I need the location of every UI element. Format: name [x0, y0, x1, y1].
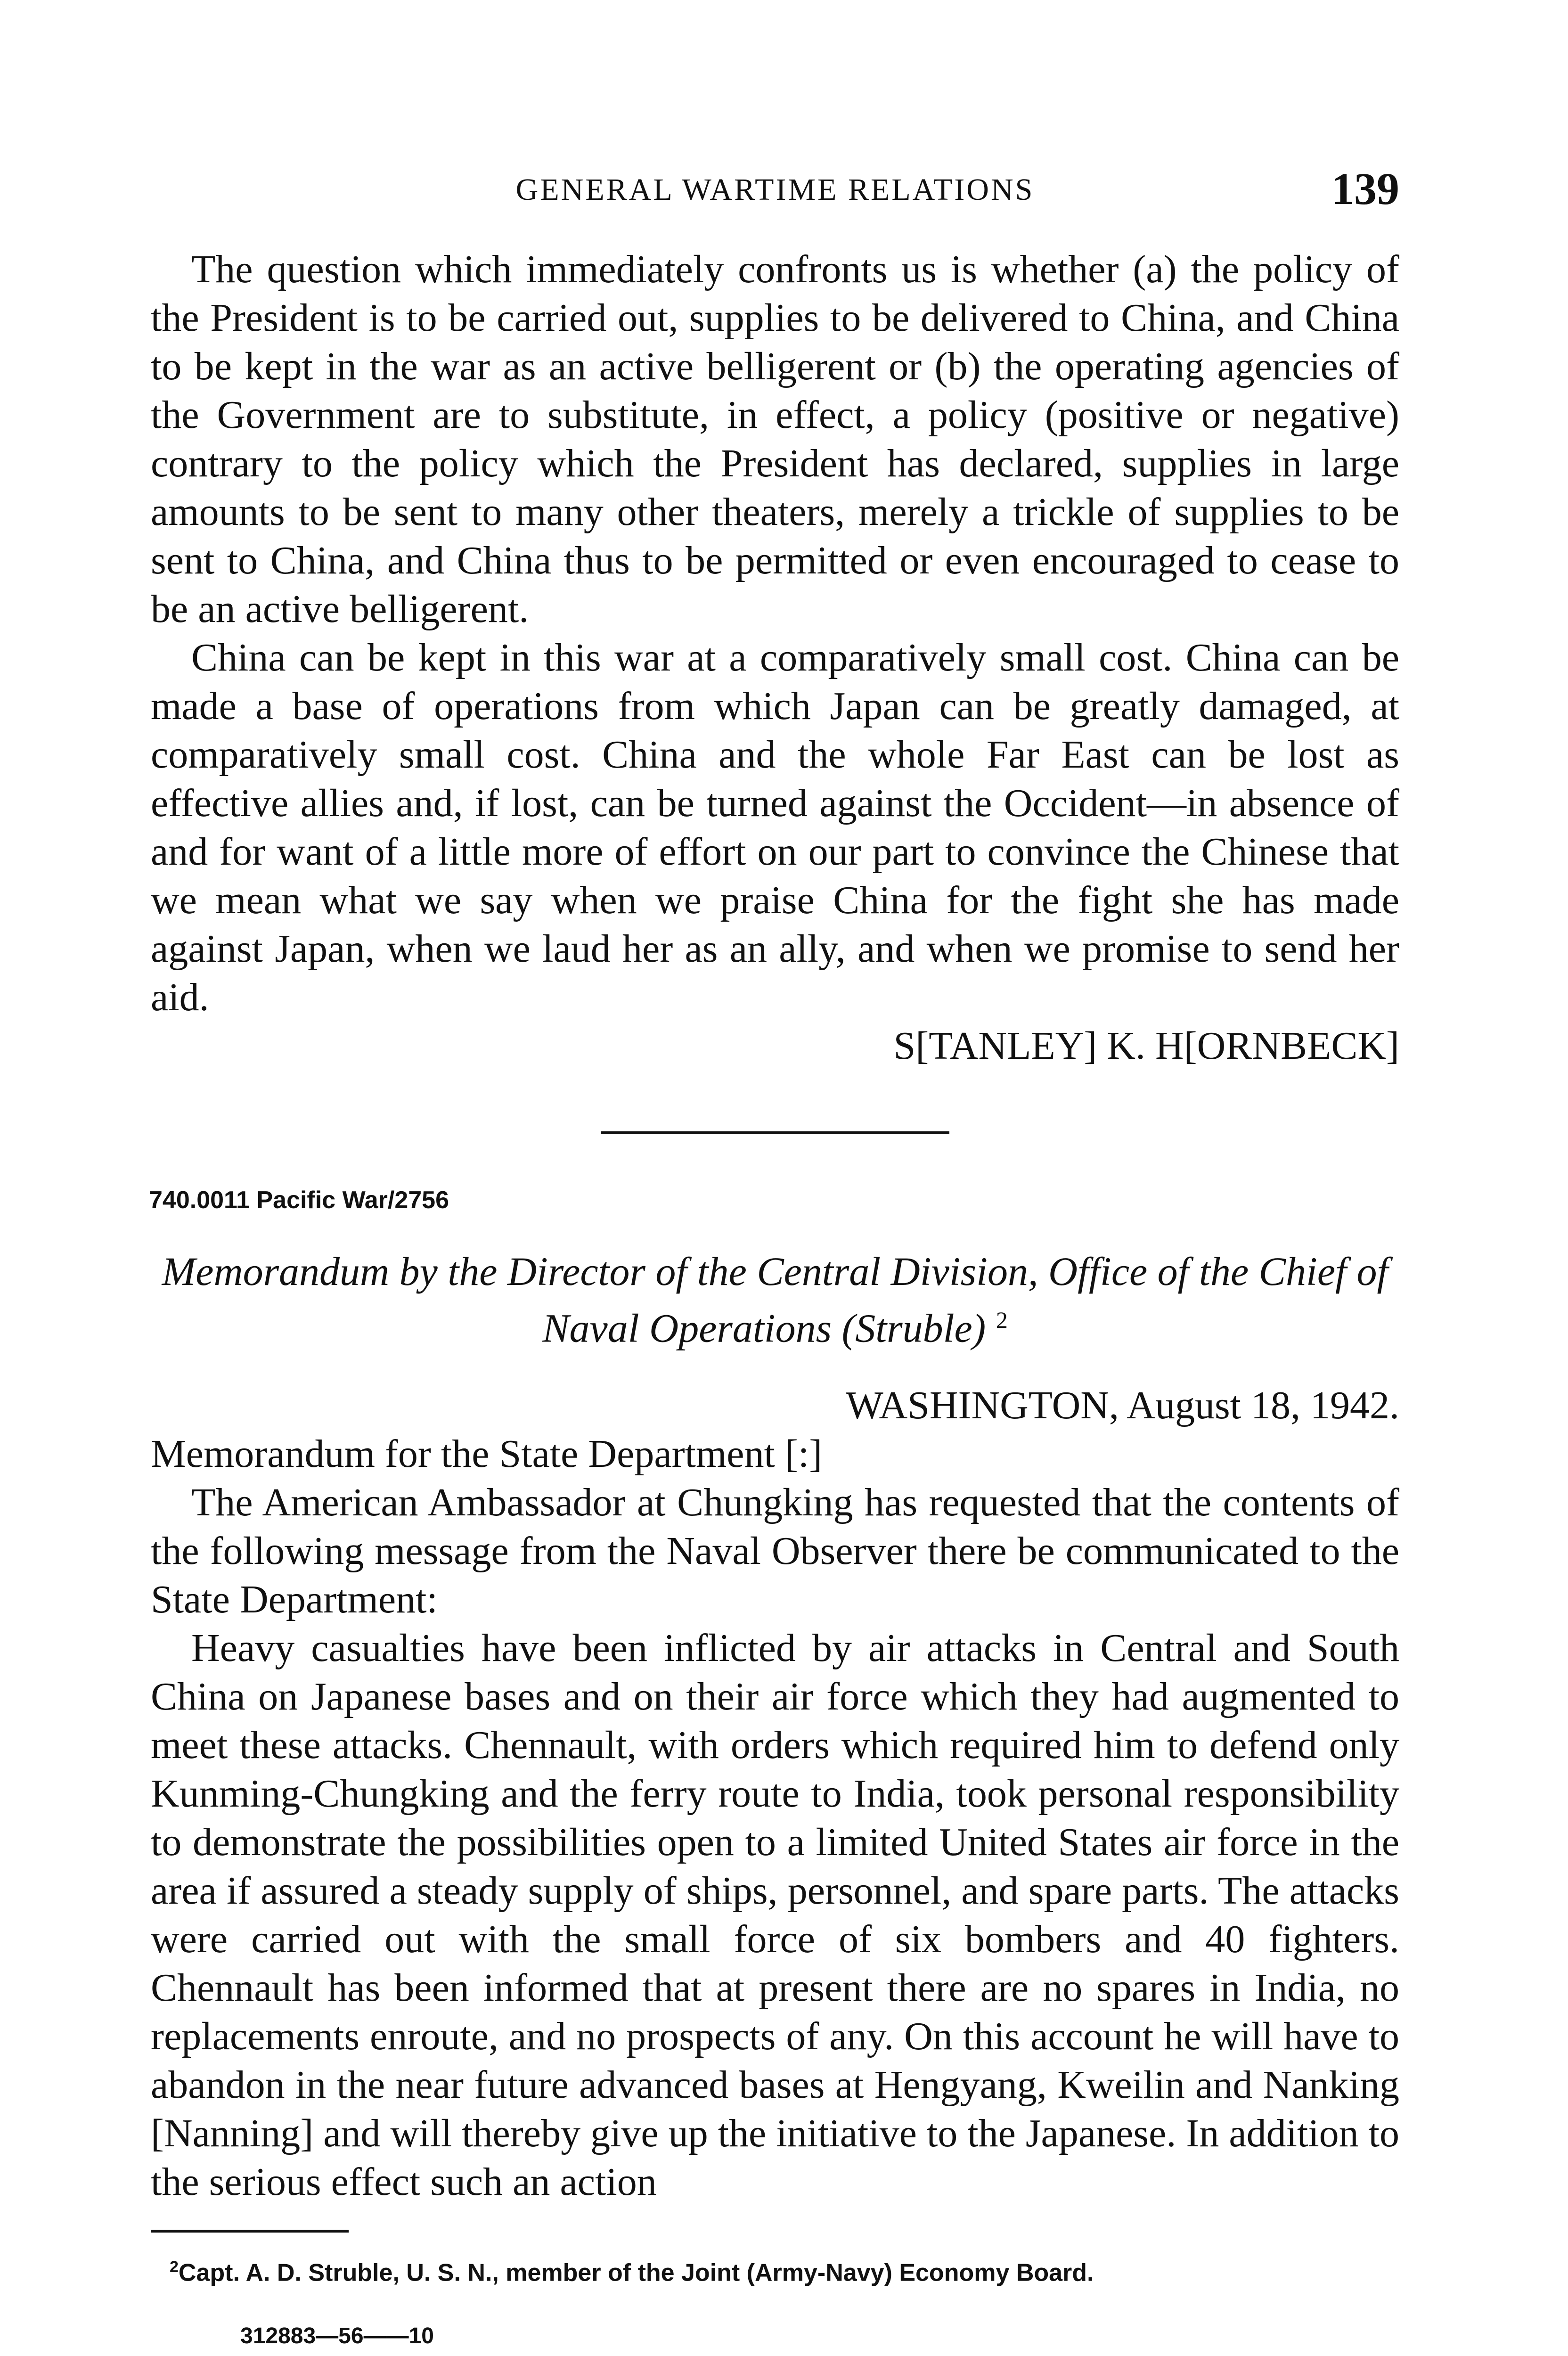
print-mark: 312883—56——10	[240, 2323, 434, 2348]
signature-part: [TANLEY]	[915, 1024, 1097, 1068]
memo-paragraph: The American Ambassador at Chungking has requested that the contents of the following message from the Naval Observer there be communicated to the State Department:	[151, 1480, 1399, 1621]
memo-title	[151, 1247, 1399, 1353]
dateline-date: August 18, 1942.	[1119, 1383, 1399, 1427]
footnote-reference: 2	[996, 1307, 1008, 1333]
footnote-marker: 2	[170, 2258, 179, 2276]
dateline-city: WASHINGTON,	[846, 1383, 1119, 1427]
dateline	[151, 1381, 1399, 1430]
memo-addressee: Memorandum for the State Department [:]	[151, 1432, 823, 1476]
page-number: 139	[1331, 164, 1399, 214]
signature-part: [ORNBECK]	[1184, 1024, 1399, 1068]
footnote	[151, 2251, 1399, 2288]
section-divider	[601, 1131, 949, 1134]
signature-part: K. H	[1097, 1024, 1184, 1068]
memo-paragraph: Heavy casualties have been inflicted by air attacks in Central and South China on Japanese bases and on their air force which they had augmented to meet these attacks. Chennault, with orders which required him to defend only Kunming-Chungking and the ferry route to India, took personal responsibility to demonstrate the possibilities open to a limited United States air force in the area if assured a steady supply of ships, personnel, and spare parts. The attacks were carried out with the small force of six bombers and 40 fighters. Chennault has been informed that at present there are no spares in India, no replacements enroute, and no prospects of any. On this account he will have to abandon in the near future advanced bases at Hengyang, Kweilin and Nanking [Nanning] and will thereby give up the initiative to the Japanese. In addition to the serious effect such an action	[151, 1626, 1399, 2204]
body-paragraph: China can be kept in this war at a comparatively small cost. China can be made a base of operations from which Japan can be greatly damaged, at comparatively small cost. China and the whole Far East can be lost as effective allies and, if lost, can be turned against the Occident—in absence of and for want of a little more of effort on our part to convince the Chinese that we mean what we say when we praise China for the fight she has made against Japan, when we laud her as an ally, and when we promise to send her aid.	[151, 636, 1399, 1019]
footnote-text: Capt. A. D. Struble, U. S. N., member of the Joint (Army-Navy) Economy Board.	[178, 2258, 1094, 2286]
running-header	[151, 163, 1399, 219]
memo-title-text: Memorandum by the Director of the Central Division, Office of the Chief of Naval Operations (Struble)	[162, 1249, 1388, 1351]
running-title: GENERAL WARTIME RELATIONS	[515, 172, 1035, 207]
body-paragraph: The question which immediately confronts us is whether (a) the policy of the President is to be carried out, supplies to be delivered to China, and China to be kept in the war as an active belligerent or (b) the operating agencies of the Government are to substitute, in effect, a policy (positive or negative) contrary to the policy which the President has declared, supplies in large amounts to be sent to many other theaters, merely a trickle of supplies to be sent to China, and China thus to be permitted or even encouraged to cease to be an active belligerent.	[151, 247, 1399, 631]
signature-part: S	[893, 1024, 916, 1068]
signature	[151, 1022, 1399, 1070]
page-body	[151, 245, 1399, 2356]
document-reference: 740.0011 Pacific War/2756	[149, 1186, 449, 1214]
footnote-divider	[151, 2230, 349, 2233]
